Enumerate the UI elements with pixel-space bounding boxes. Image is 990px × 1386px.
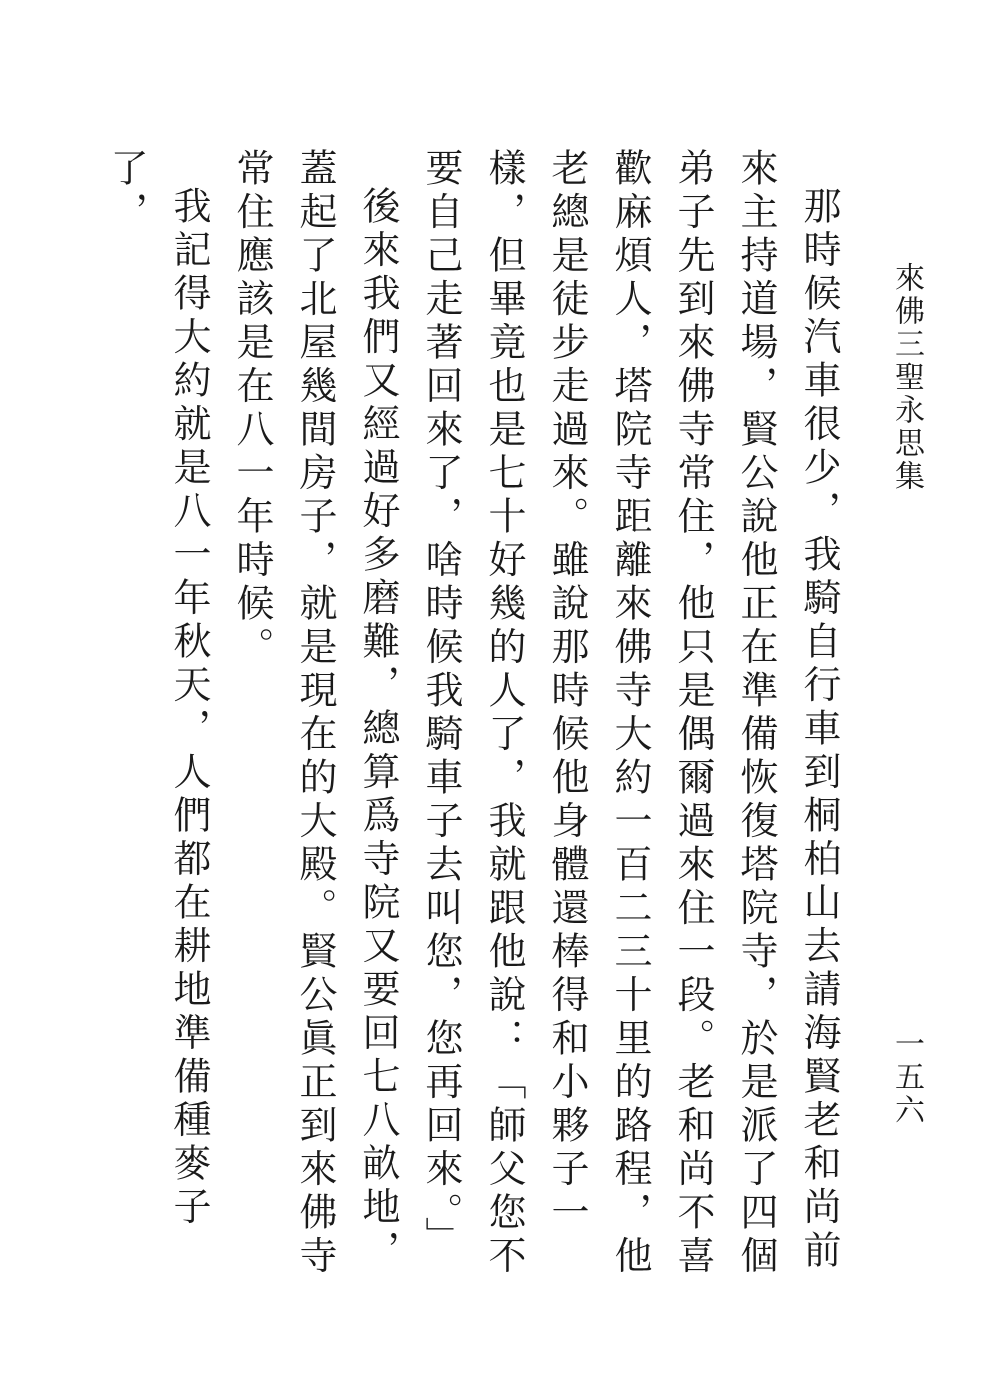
body-text xyxy=(94,148,850,1298)
page-number: 一五六 xyxy=(889,1028,924,1127)
paragraph: 我記得大約就是八一年秋天，人們都在耕地準備種麥子了， xyxy=(104,148,211,1230)
running-head: 來佛三聖永思集 xyxy=(889,262,924,493)
paragraph: 那時候汽車很少，我騎自行車到桐柏山去請海賢老和尚前來主持道場，賢公說他正在準備恢復塔院寺，於是派了四個弟子先到來佛寺常住，他只是偶爾過來住一段。老和尚不喜歡麻煩人，塔院寺距離來佛寺大約一百二三十里的路程，他老總是徒步走過來。雖說那時候他身體還棒得和小夥子一樣，但畢竟也是七十好幾的人了，我就跟他說：「師父您不要自己走著回來了，啥時候我騎車子去叫您，您再回來。」 xyxy=(419,148,841,1279)
paragraph: 後來我們又經過好多磨難，總算爲寺院又要回七八畝地，蓋起了北屋幾間房子，就是現在的大殿。賢公眞正到來佛寺常住應該是在八一年時候。 xyxy=(230,148,400,1279)
